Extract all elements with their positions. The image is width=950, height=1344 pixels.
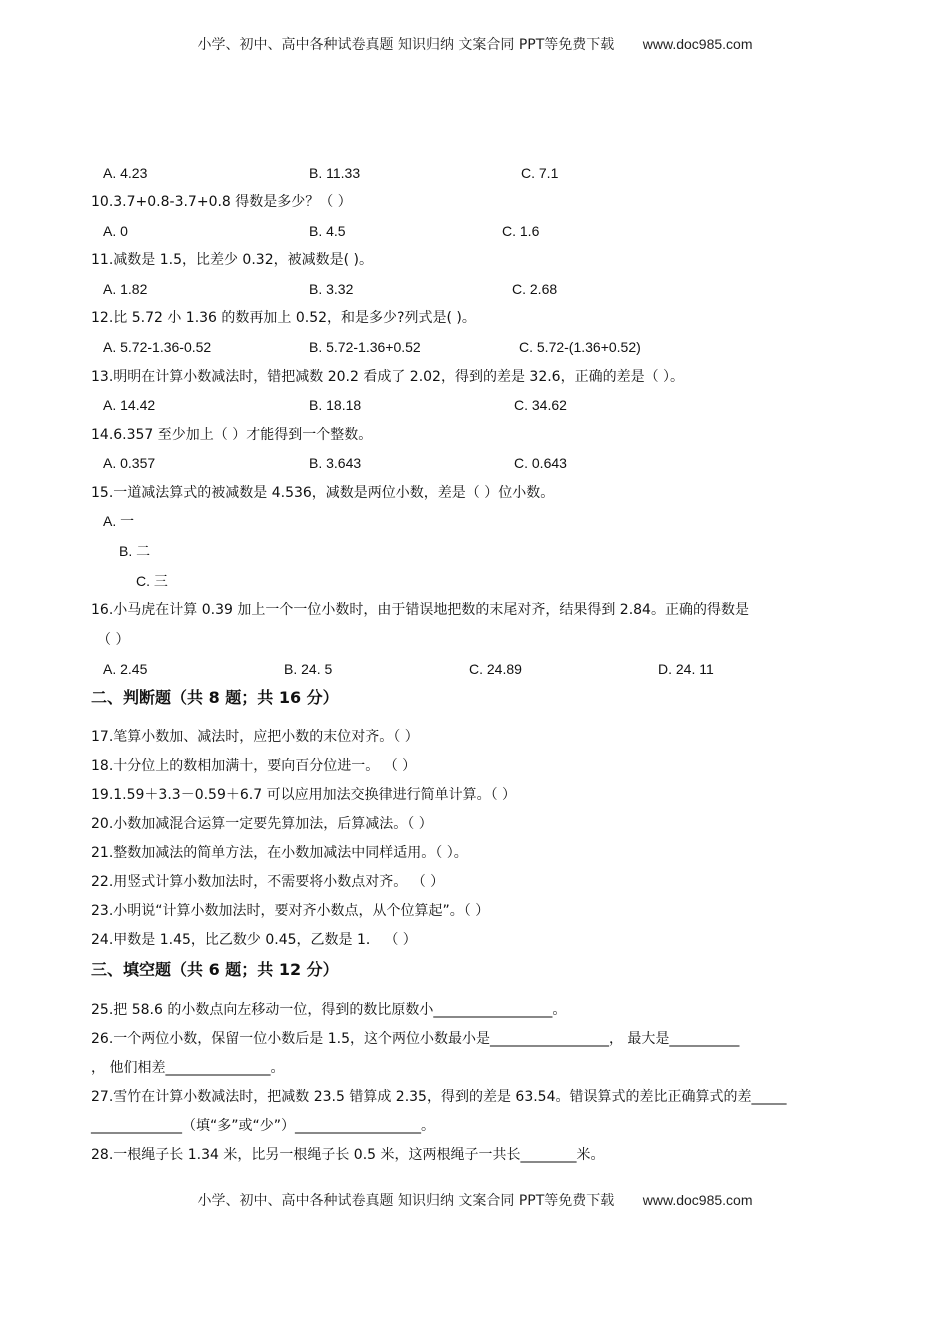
footer-text: 小学、初中、高中各种试卷真题 知识归纳 文案合同 PPT等免费下载 bbox=[197, 1193, 615, 1209]
q12-text: 12.比 5.72 小 1.36 的数再加上 0.52，和是多少?列式是( )。 bbox=[91, 310, 476, 326]
q14-option-b: B. 3.643 bbox=[309, 455, 362, 471]
q11-option-a: A. 1.82 bbox=[103, 281, 148, 297]
q9-option-b: B. 11.33 bbox=[309, 165, 361, 181]
fill-item-28: 28.一根绳子长 1.34 米，比另一根绳子长 0.5 米，这两根绳子一共长________米。 bbox=[91, 1147, 605, 1163]
q10-option-a: A. 0 bbox=[103, 223, 128, 239]
q11-option-b: B. 3.32 bbox=[309, 281, 354, 297]
fill-item-26: 26.一个两位小数，保留一位小数后是 1.5，这个两位小数最小是_________________， 最大是__________ bbox=[91, 1031, 740, 1047]
judge-item-24: 24.甲数是 1.45，比乙数少 0.45，乙数是 1． （ ） bbox=[91, 932, 417, 948]
q13-text: 13.明明在计算小数减法时，错把减数 20.2 看成了 2.02，得到的差是 32.6，正确的差是（ ）。 bbox=[91, 369, 685, 385]
judge-item-18: 18.十分位上的数相加满十，要向百分位进一。 （ ） bbox=[91, 758, 417, 774]
q13-option-c: C. 34.62 bbox=[514, 397, 567, 413]
q16-text-blank: （ ） bbox=[97, 632, 130, 648]
q16-option-c: C. 24.89 bbox=[469, 661, 522, 677]
q15-text: 15.一道减法算式的被减数是 4.536，减数是两位小数，差是（ ）位小数。 bbox=[91, 485, 555, 501]
header-text: 小学、初中、高中各种试卷真题 知识归纳 文案合同 PPT等免费下载 bbox=[197, 37, 615, 53]
q15-option-c: C. 三 bbox=[136, 573, 168, 589]
q10-text: 10.3.7+0.8-3.7+0.8 得数是多少？（ ） bbox=[91, 194, 352, 210]
q12-option-b: B. 5.72-1.36+0.52 bbox=[309, 339, 421, 355]
q14-text: 14.6.357 至少加上（ ）才能得到一个整数。 bbox=[91, 427, 373, 443]
section-2-title: 二、判断题（共 8 题；共 16 分） bbox=[91, 688, 339, 707]
q11-text: 11.减数是 1.5，比差少 0.32，被减数是( )。 bbox=[91, 252, 373, 268]
q12-option-a: A. 5.72-1.36-0.52 bbox=[103, 339, 212, 355]
q16-text: 16.小马虎在计算 0.39 加上一个一位小数时，由于错误地把数的末尾对齐，结果得到 2.84。正确的得数是 bbox=[91, 602, 749, 618]
q9-option-a: A. 4.23 bbox=[103, 165, 148, 181]
q13-option-a: A. 14.42 bbox=[103, 397, 156, 413]
fill-item-25: 25.把 58.6 的小数点向左移动一位，得到的数比原数小_________________。 bbox=[91, 1002, 567, 1018]
q14-option-c: C. 0.643 bbox=[514, 455, 567, 471]
judge-item-23: 23.小明说“计算小数加法时，要对齐小数点，从个位算起”。（ ） bbox=[91, 903, 490, 919]
q10-option-b: B. 4.5 bbox=[309, 223, 346, 239]
judge-item-22: 22.用竖式计算小数加法时，不需要将小数点对齐。 （ ） bbox=[91, 874, 445, 890]
q14-option-a: A. 0.357 bbox=[103, 455, 156, 471]
q12-option-c: C. 5.72-(1.36+0.52) bbox=[519, 339, 641, 355]
q15-option-a: A. 一 bbox=[103, 513, 135, 529]
judge-item-21: 21.整数加减法的简单方法，在小数加减法中同样适用。（ ）。 bbox=[91, 845, 468, 861]
q16-option-d: D. 24. 11 bbox=[658, 661, 714, 677]
q16-option-b: B. 24. 5 bbox=[284, 661, 333, 677]
footer-site[interactable]: www.doc985.com bbox=[642, 1192, 753, 1208]
q10-option-c: C. 1.6 bbox=[502, 223, 540, 239]
q15-option-b: B. 二 bbox=[119, 543, 151, 559]
fill-item-26-cont: ， 他们相差_______________。 bbox=[91, 1060, 285, 1076]
q13-option-b: B. 18.18 bbox=[309, 397, 362, 413]
header-site[interactable]: www.doc985.com bbox=[642, 36, 753, 52]
judge-item-19: 19.1.59＋3.3－0.59＋6.7 可以应用加法交换律进行简单计算。（ ） bbox=[91, 787, 517, 803]
fill-item-27-cont: _____________（填“多”或“少”）__________________。 bbox=[91, 1118, 436, 1134]
page-header bbox=[0, 34, 950, 54]
judge-item-17: 17.笔算小数加、减法时，应把小数的末位对齐。（ ） bbox=[91, 729, 419, 745]
page-footer bbox=[0, 1190, 950, 1210]
fill-item-27: 27.雪竹在计算小数减法时，把减数 23.5 错算成 2.35，得到的差是 63.54。错误算式的差比正确算式的差_____ bbox=[91, 1089, 787, 1105]
q16-option-a: A. 2.45 bbox=[103, 661, 148, 677]
section-3-title: 三、填空题（共 6 题；共 12 分） bbox=[91, 960, 339, 979]
judge-item-20: 20.小数加减混合运算一定要先算加法，后算减法。（ ） bbox=[91, 816, 433, 832]
q11-option-c: C. 2.68 bbox=[512, 281, 558, 297]
q9-option-c: C. 7.1 bbox=[521, 165, 559, 181]
